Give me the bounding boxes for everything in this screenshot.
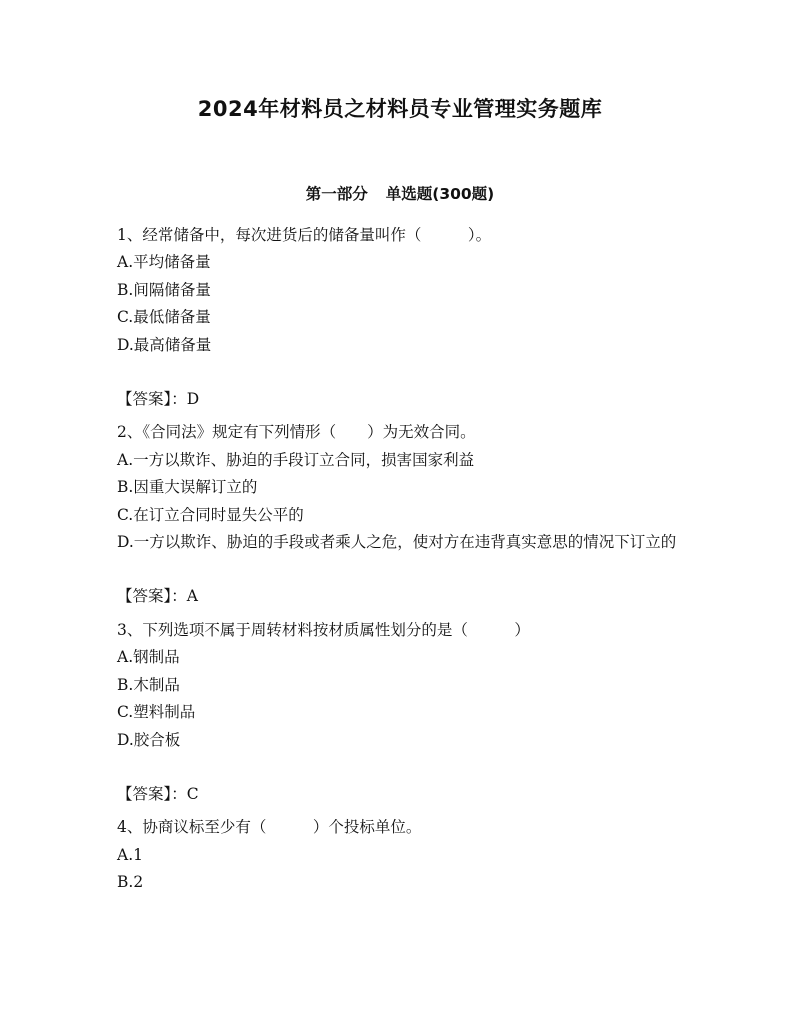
section-type-label: 单选题(300题)	[385, 185, 495, 203]
option-a: A.一方以欺诈、胁迫的手段订立合同，损害国家利益	[117, 450, 475, 469]
section-part-label: 第一部分	[305, 185, 368, 203]
question-list	[117, 222, 677, 897]
answer-line	[117, 583, 677, 610]
answer-value: C	[186, 784, 199, 803]
option-a: A.1	[117, 845, 143, 864]
option-c: C.最低储备量	[117, 308, 211, 327]
question-stem: 3、下列选项不属于周转材料按材质属性划分的是（ ）	[117, 620, 530, 639]
option-a: A.钢制品	[117, 648, 180, 667]
option-d: D.一方以欺诈、胁迫的手段或者乘人之危，使对方在违背真实意思的情况下订立的	[117, 533, 677, 552]
option-d: D.胶合板	[117, 730, 181, 749]
option-b: B.木制品	[117, 675, 180, 694]
question-2	[117, 419, 677, 616]
answer-label: 【答案】：	[117, 390, 187, 409]
option-b: B.因重大误解订立的	[117, 478, 258, 497]
option-c: C.塑料制品	[117, 703, 196, 722]
option-b: B.2	[117, 873, 144, 892]
section-title	[0, 182, 800, 204]
answer-label: 【答案】：	[117, 587, 187, 606]
question-stem: 2、《合同法》规定有下列情形（ ）为无效合同。	[117, 423, 476, 442]
question-stem: 4、协商议标至少有（ ）个投标单位。	[117, 818, 422, 837]
question-stem: 1、经常储备中，每次进货后的储备量叫作（ ）。	[117, 226, 492, 244]
question-4	[117, 814, 677, 896]
answer-value: A	[186, 587, 198, 606]
answer-label: 【答案】：	[117, 784, 187, 803]
answer-value: D	[186, 390, 200, 409]
answer-line	[117, 386, 677, 413]
option-d: D.最高储备量	[117, 335, 212, 354]
question-1	[117, 222, 677, 419]
option-b: B.间隔储备量	[117, 280, 211, 299]
option-c: C.在订立合同时显失公平的	[117, 505, 304, 524]
question-3	[117, 617, 677, 814]
answer-line	[117, 781, 677, 808]
option-a: A.平均储备量	[117, 253, 211, 272]
document-title: 2024年材料员之材料员专业管理实务题库	[197, 97, 603, 121]
